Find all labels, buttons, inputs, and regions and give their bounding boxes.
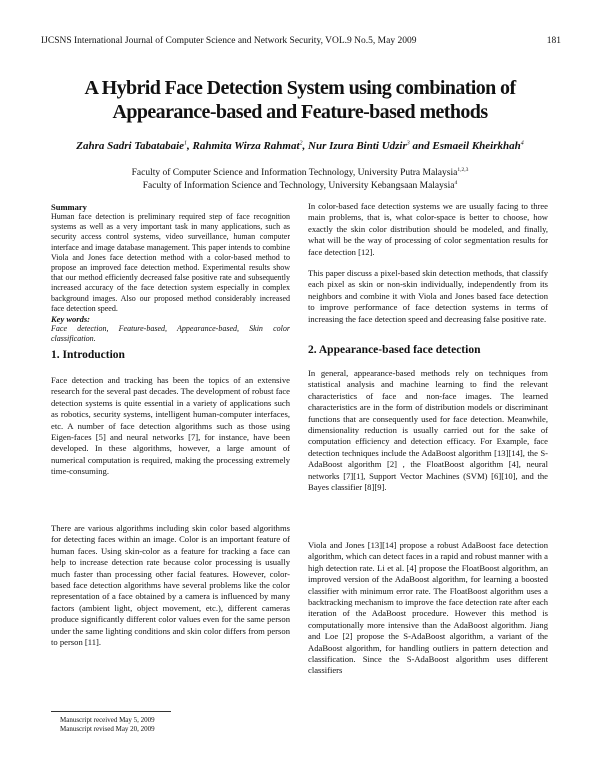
affiliation-sup: 4	[454, 180, 458, 186]
keywords-body: Face detection, Feature-based, Appearance-based, Skin color classification.	[51, 324, 290, 344]
author-sup: 1	[184, 140, 188, 147]
author-name: Nur Izura Binti Udzir	[308, 140, 407, 152]
introduction-paragraph-2: There are various algorithms including skin color based algorithms for detecting faces within an image. Color is an important feature of human faces. Using skin-color as a feature for tracking a face can help to increase detection rate because color processing is usually much faster than processing other facial features. However, color-based face detection algorithms have several problems like the color representation of a face obtained by a camera is influenced by many factors (ambient light, object movement, etc.), different cameras produce significantly different color values even for the same person under the same lighting conditions and skin color differs from person to person [11].	[51, 523, 290, 648]
paper-title	[40, 76, 560, 124]
affiliation-text: Faculty of Computer Science and Information Technology, University Putra Malaysia	[131, 168, 458, 179]
abstract-heading: Summary	[51, 202, 87, 212]
author-name: Esmaeil Kheirkhah	[432, 140, 521, 152]
section-2-heading: 2. Appearance-based face detection	[308, 344, 481, 356]
affiliation-2	[30, 180, 570, 191]
author-name: Zahra Sadri Tabatabaie	[76, 140, 185, 152]
manuscript-received: Manuscript received May 5, 2009	[60, 716, 155, 724]
manuscript-revised: Manuscript revised May 20, 2009	[60, 725, 155, 733]
author-sup: 2	[299, 140, 303, 147]
author-list	[30, 140, 570, 152]
journal-citation: IJCSNS International Journal of Computer Science and Network Security, VOL.9 No.5, May 2009	[41, 36, 417, 46]
keywords-heading: Key words:	[51, 314, 90, 325]
right-paragraph-2: This paper discuss a pixel-based skin detection methods, that classify each pixel as skin or non-skin individually, independently from its neighbors and combine it with Viola and Jones based face detection to improve performance of face detection systems in terms of increasing the face detection speed and decreasing false positive rate.	[308, 268, 548, 324]
abstract-body: Human face detection is preliminary required step of face recognition systems as well as a very important task in many applications, such as security access control systems, video surveillance, human computer interface and image database management. This paper intends to combine Viola and Jones face detection method with a color-based method to propose an improved face detection method. Experimental results show that our method efficiently decreased false positive rate and subsequently increased accuracy of the face detection system especially in complex background images. Also our proposed method considerably increased face detection speed.	[51, 212, 290, 313]
footnote-divider	[51, 711, 171, 712]
author-separator: and	[409, 140, 433, 152]
author-name: Rahmita Wirza Rahmat	[192, 140, 300, 152]
section-2-paragraph-2: Viola and Jones [13][14] propose a robust AdaBoost face detection algorithm, which can detect faces in a rapid and robust manner with a high detection rate. Li et al. [4] propose the FloatBoost algorithm, an improved version of the AdaBoost algorithm, for learning a boosted classifier with minimum error rate. The FloatBoost algorithm uses a backtracking mechanism to improve the face detection rate after each iteration of the AdaBoost procedure. However this method is computationally more intensive than the AdaBoost algorithm. Jiang and Loe [2] propose the S-AdaBoost algorithm, a variant of the AdaBoost algorithm, for handling outliers in pattern detection and classification. Since the S-AdaBoost algorithm uses different classifiers	[308, 540, 548, 676]
affiliation-1	[30, 167, 570, 178]
right-paragraph-1: In color-based face detection systems we are usually facing to three main problems, that is, what color-space is better to choose, how exactly the skin color distribution should be modeled, and finally, what will be the way of processing of color segmentation results for face detection [12].	[308, 201, 548, 257]
author-sup: 4	[520, 140, 524, 147]
author-separator: ,	[302, 140, 309, 152]
running-header	[41, 36, 561, 46]
author-separator: ,	[187, 140, 193, 152]
title-line-2: Appearance-based and Feature-based methods	[112, 101, 488, 123]
author-sup: 3	[406, 140, 410, 147]
abstract-block	[51, 202, 290, 344]
footnotes	[60, 716, 155, 734]
page-number: 181	[546, 36, 561, 46]
introduction-paragraph-1: Face detection and tracking has been the topics of an extensive research for the several past decades. The development of robust face detection systems is quite essential in a variety of applications such as robotics, security systems, intelligent human-computer interfaces, etc. A number of face detection algorithms such as those using Eigen-faces [5] and neural networks [7], for instance, have been developed. In these algorithms, however, a large amount of numerical computation is required, making the processing extremely time-consuming.	[51, 375, 290, 477]
section-2-paragraph-1: In general, appearance-based methods rely on techniques from statistical analysis and machine learning to find the relevant characteristics of face and non-face images. The learned characteristics are in the form of distribution models or discriminant functions that are consequently used for face detection. Meanwhile, dimensionality reduction is usually carried out for the sake of computation efficiency and detection efficacy. For Example, face detection techniques include the AdaBoost algorithm [13][14], the S-AdaBoost algorithm [2] , the FloatBoost algorithm [4], neural networks [7][1], Support Vector Machines (SVM) [6][10], and the Bayes classifier [8][9].	[308, 368, 548, 493]
affiliation-sup: 1,2,3	[457, 167, 469, 173]
introduction-heading: 1. Introduction	[51, 349, 125, 361]
affiliation-text: Faculty of Information Science and Technology, University Kebangsaan Malaysia	[142, 181, 455, 192]
title-line-1: A Hybrid Face Detection System using combination of	[84, 77, 516, 99]
